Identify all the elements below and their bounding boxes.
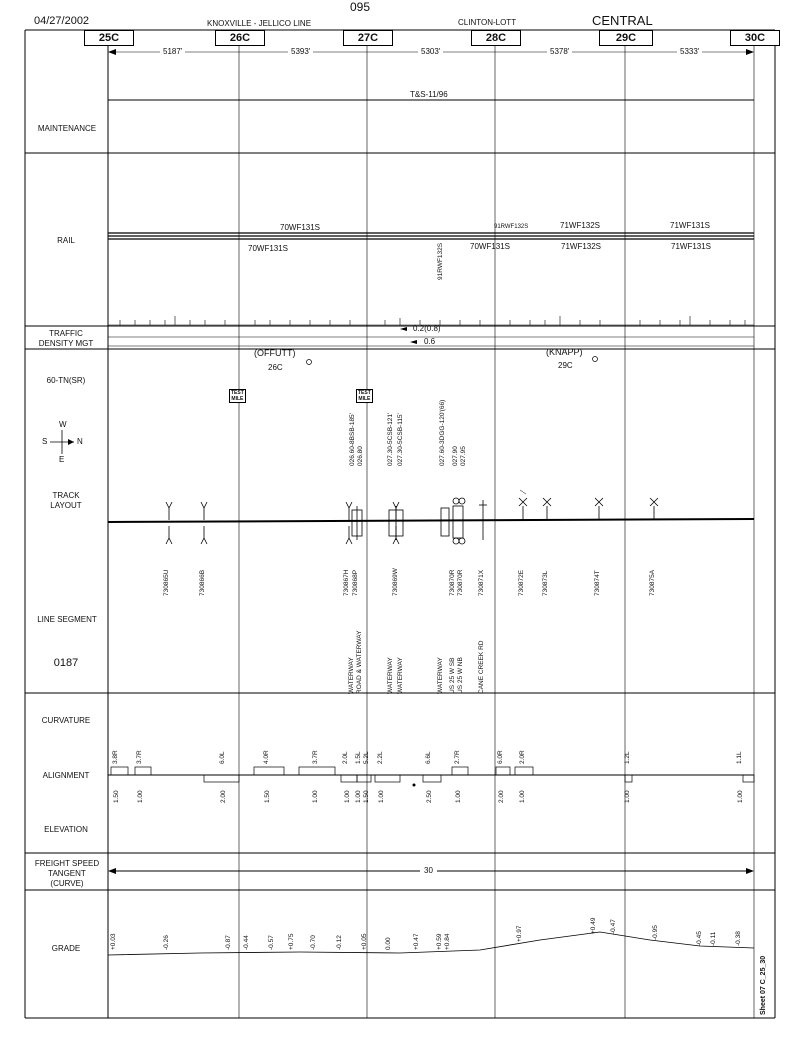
grade-value: -0.57 [268, 935, 275, 950]
grade-value: -0.12 [336, 935, 343, 950]
curvature-value: 2.0R [519, 750, 526, 764]
grade-value: +0.49 [590, 917, 597, 934]
section-traffic-density: TRAFFIC DENSITY MGT [38, 329, 94, 348]
distance-label: 5333' [677, 48, 702, 56]
alignment-value: 1.50 [363, 790, 370, 803]
rail-label: 70WF131S [280, 223, 321, 232]
crossing-description: US 25 W NB [457, 657, 464, 694]
grade-value: +0.84 [444, 933, 451, 950]
crossing-id: 730870R [449, 569, 456, 596]
rail-label: 70WF131S [470, 242, 511, 251]
grade-value: -0.26 [163, 935, 170, 950]
curvature-value: 4.0R [263, 750, 270, 764]
compass-n: N [77, 437, 83, 446]
distance-label: 5303' [418, 48, 443, 56]
rail-label: 71WF131S [670, 221, 711, 230]
maintenance-value: T&S-11/96 [410, 90, 448, 99]
crossing-description: US 25 W SB [449, 657, 456, 694]
section-60tn: 60-TN(SR) [46, 376, 86, 385]
alignment-value: 1.00 [519, 790, 526, 803]
grade-value: -0.38 [735, 931, 742, 946]
grade-value: -0.70 [310, 935, 317, 950]
switch-label: 027.30-5CSB-121' [387, 412, 394, 466]
crossing-id: 730870R [457, 569, 464, 596]
traffic-density-1: 0.2(0.8) [413, 324, 441, 333]
section-freight-speed: FREIGHT SPEED TANGENT (CURVE) [34, 859, 100, 888]
switch-label: 027.30-5CSB-115' [397, 413, 404, 466]
traffic-density-2: 0.6 [424, 337, 436, 346]
grade-value: -0.11 [710, 931, 717, 946]
switch-label: 026.80 [357, 446, 364, 466]
section-grade: GRADE [51, 944, 81, 953]
alignment-value: 1.00 [137, 790, 144, 803]
crossing-description: CANE CREEK RD [478, 640, 485, 694]
crossing-description: WATERWAY [348, 657, 355, 694]
curvature-value: 3.7R [312, 750, 319, 764]
milepost-26c: 26C [215, 30, 265, 46]
crossing-id: 730873L [542, 570, 549, 596]
curvature-value: 6.0L [219, 751, 226, 764]
distance-label: 5187' [160, 48, 185, 56]
curvature-value: 3.7R [136, 750, 143, 764]
milepost-28c: 28C [471, 30, 521, 46]
rail-label: 71WF131S [671, 242, 712, 251]
section-curvature: CURVATURE [41, 716, 91, 725]
crossing-description: WATERWAY [397, 657, 404, 694]
alignment-value: 1.00 [312, 790, 319, 803]
page-number: 095 [350, 0, 371, 14]
crossing-description: WATERWAY [437, 657, 444, 694]
curvature-value: 1.5L [355, 751, 362, 764]
grade-value: 0.00 [385, 937, 392, 950]
section-line-segment: LINE SEGMENT [37, 615, 97, 624]
line-segment-value: 0187 [53, 657, 79, 669]
station-name: (OFFUTT) [254, 348, 296, 358]
section-rail: RAIL [57, 236, 75, 245]
switch-label: 027.95 [460, 446, 467, 466]
section-elevation: ELEVATION [44, 825, 88, 834]
sheet-id: Sheet 07 C_25_30 [760, 955, 767, 1015]
crossing-description: ROAD & WATERWAY [356, 630, 363, 694]
rail-label: 71WF132S [560, 221, 601, 230]
location-name: CLINTON-LOTT [458, 18, 517, 27]
grade-value: -0.45 [696, 931, 703, 946]
compass-s: S [42, 437, 48, 446]
grade-value: -0.47 [610, 919, 617, 934]
grade-value: -0.87 [225, 935, 232, 950]
alignment-value: 1.00 [355, 790, 362, 803]
alignment-value: 2.00 [498, 790, 505, 803]
distance-label: 5393' [288, 48, 313, 56]
station-milepost: 29C [558, 361, 573, 370]
crossing-id: 730868P [352, 569, 359, 596]
milepost-29c: 29C [599, 30, 653, 46]
compass-w: W [59, 420, 67, 429]
curvature-value: 3.8R [112, 750, 119, 764]
crossing-id: 730869W [392, 568, 399, 596]
test-mile-marker: TEST MILE [358, 390, 371, 402]
grade-value: +0.97 [516, 925, 523, 942]
alignment-value: 1.00 [378, 790, 385, 803]
curvature-value: 2.7R [454, 750, 461, 764]
station-name: (KNAPP) [546, 347, 583, 357]
milepost-27c: 27C [343, 30, 393, 46]
switch-label: 026.60-8BSB-185' [349, 413, 356, 466]
grade-value: +0.59 [436, 933, 443, 950]
rail-label: 91RWF132S [494, 224, 529, 230]
alignment-value: 2.00 [220, 790, 227, 803]
curvature-value: 2.0L [342, 751, 349, 764]
curvature-value: 2.2L [377, 751, 384, 764]
grade-value: -0.44 [243, 935, 250, 950]
compass-e: E [59, 455, 65, 464]
grade-value: +0.05 [361, 933, 368, 950]
alignment-value: 1.00 [624, 790, 631, 803]
freight-speed-value: 30 [420, 867, 437, 875]
alignment-value: 1.00 [455, 790, 462, 803]
alignment-value: 1.00 [344, 790, 351, 803]
alignment-value: 1.50 [113, 790, 120, 803]
curvature-value: 5.2L [363, 751, 370, 764]
milepost-25c: 25C [84, 30, 134, 46]
crossing-id: 730872E [518, 569, 525, 596]
curvature-value: 1.1L [736, 751, 743, 764]
crossing-id: 730874T [594, 570, 601, 596]
curvature-value: 1.2L [624, 751, 631, 764]
section-maintenance: MAINTENANCE [37, 124, 97, 133]
rail-label: 70WF131S [248, 244, 289, 253]
rail-vertical-label: 91RWF132S [437, 242, 444, 280]
grade-value: +0.75 [288, 933, 295, 950]
report-date: 04/27/2002 [34, 15, 90, 27]
section-track-layout: TRACK LAYOUT [50, 491, 82, 510]
switch-label: 027.90 [452, 446, 459, 466]
switch-label: 027.60-3DGG-120'(66) [439, 399, 446, 466]
alignment-value: 1.50 [264, 790, 271, 803]
milepost-30c: 30C [730, 30, 780, 46]
alignment-value: 1.00 [737, 790, 744, 803]
crossing-id: 730871X [478, 569, 485, 596]
curvature-value: 6.6L [425, 751, 432, 764]
crossing-id: 730865U [163, 569, 170, 596]
station-milepost: 26C [268, 363, 283, 372]
rail-label: 71WF132S [561, 242, 602, 251]
crossing-id: 730866B [199, 569, 206, 596]
alignment-value: 2.50 [426, 790, 433, 803]
line-name: KNOXVILLE - JELLICO LINE [207, 19, 312, 28]
section-alignment: ALIGNMENT [42, 771, 90, 780]
division-name: CENTRAL [592, 13, 653, 28]
crossing-description: WATERWAY [387, 657, 394, 694]
curvature-value: 6.0R [497, 750, 504, 764]
grade-value: +0.47 [413, 933, 420, 950]
grade-value: +0.03 [110, 933, 117, 950]
distance-label: 5378' [547, 48, 572, 56]
crossing-id: 730875A [649, 569, 656, 596]
test-mile-marker: TEST MILE [231, 390, 244, 402]
grade-value: -0.95 [652, 925, 659, 940]
crossing-id: 730867H [343, 569, 350, 596]
